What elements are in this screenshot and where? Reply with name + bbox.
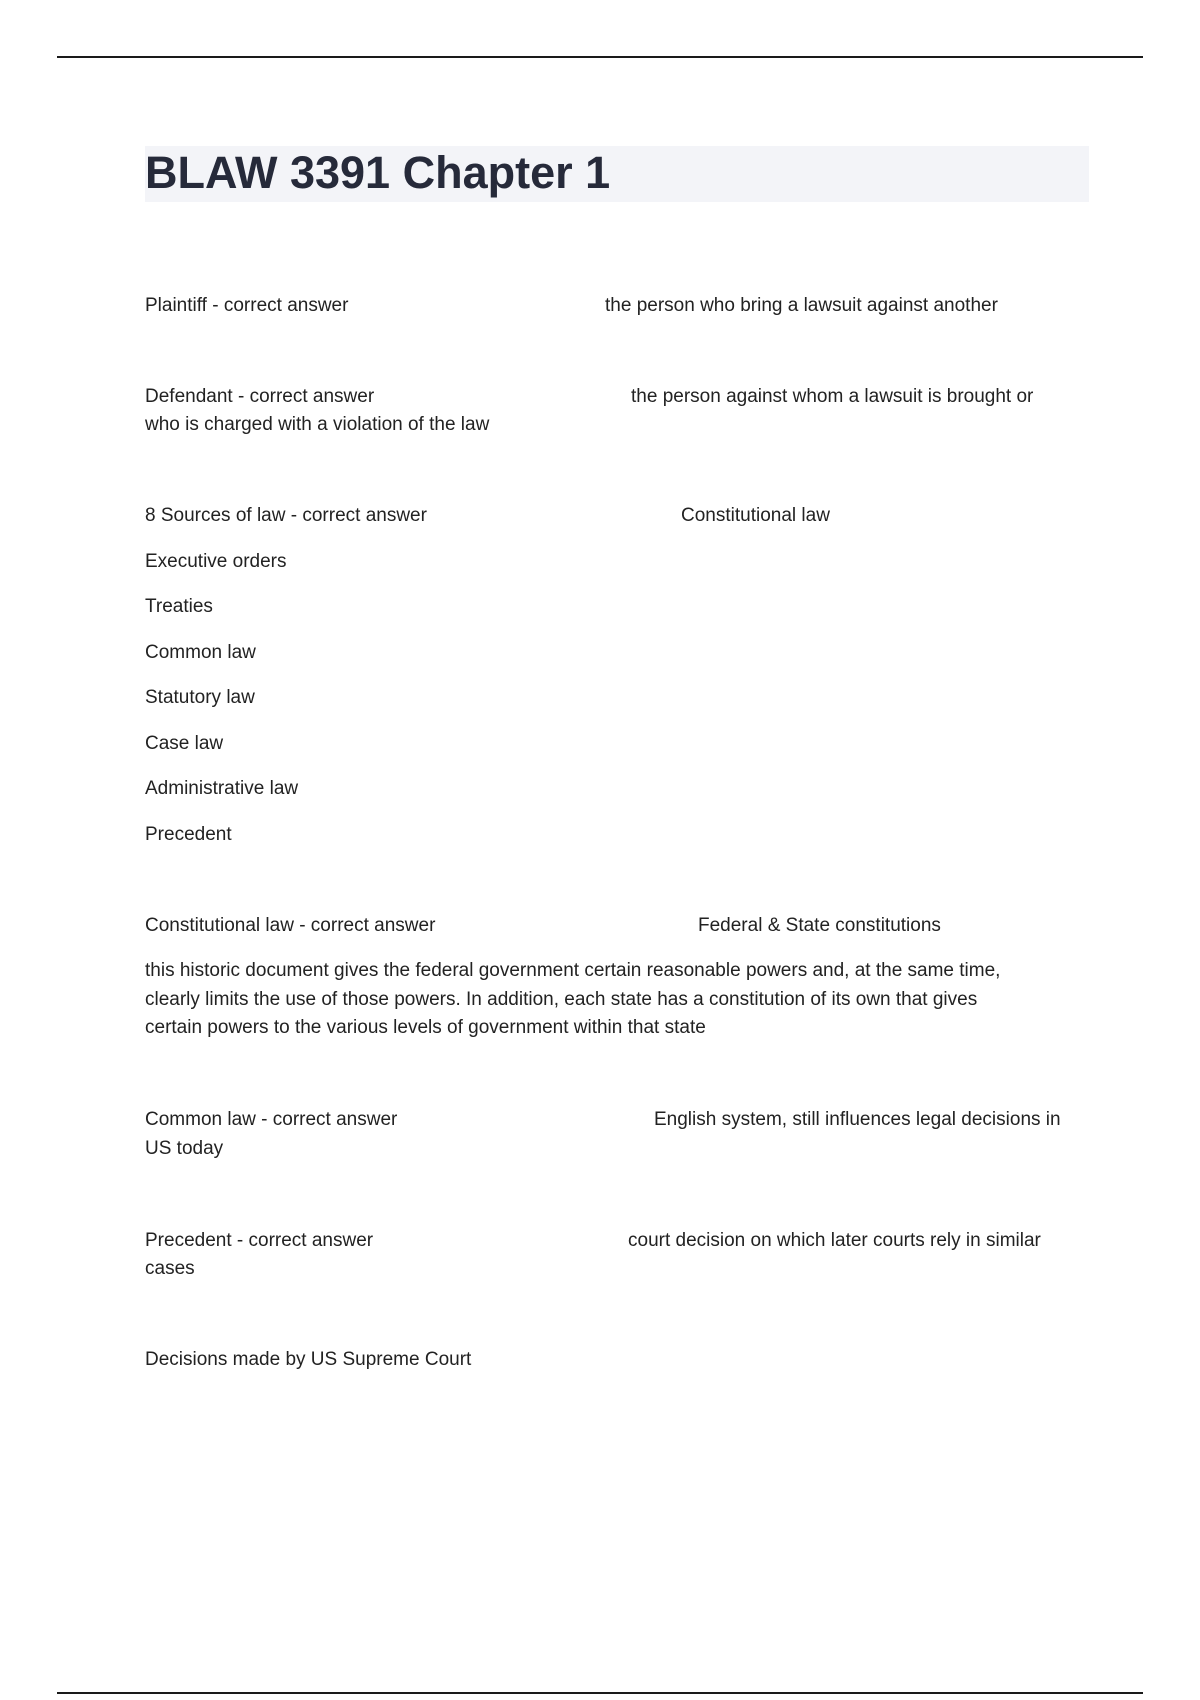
term-common-law: Common law - correct answer [145,1109,398,1130]
definition-common-law-line2: US today [145,1138,224,1159]
source-item: Executive orders [145,551,287,572]
source-item: Common law [145,642,256,663]
definition-constitutional-law: Federal & State constitutions [698,915,941,936]
term-plaintiff: Plaintiff - correct answer [145,295,349,316]
definition-precedent-line2: cases [145,1258,195,1279]
bottom-rule [57,1692,1143,1694]
source-item: Statutory law [145,687,255,708]
definition-defendant-line2: who is charged with a violation of the law [145,414,490,435]
constitutional-paragraph-line1: this historic document gives the federal government certain reasonable powers and, at the same time, [145,960,1001,981]
source-item: Case law [145,733,224,754]
definition-common-law-line1: English system, still influences legal decisions in [654,1109,1061,1130]
constitutional-paragraph-line3: certain powers to the various levels of government within that state [145,1017,706,1038]
source-item-constitutional-law: Constitutional law [681,505,830,526]
source-item: Administrative law [145,778,299,799]
top-rule [57,56,1143,58]
source-item: Treaties [145,596,213,617]
term-sources-of-law: 8 Sources of law - correct answer [145,505,427,526]
term-defendant: Defendant - correct answer [145,386,375,407]
definition-defendant-line1: the person against whom a lawsuit is brought or [631,386,1034,407]
term-precedent: Precedent - correct answer [145,1230,374,1251]
term-constitutional-law: Constitutional law - correct answer [145,915,436,936]
trailing-text: Decisions made by US Supreme Court [145,1349,472,1370]
source-item: Precedent [145,824,232,845]
definition-plaintiff: the person who bring a lawsuit against another [605,295,998,316]
definition-precedent-line1: court decision on which later courts rely in similar [628,1230,1041,1251]
constitutional-paragraph-line2: clearly limits the use of those powers. In addition, each state has a constitution of its own that gives [145,989,978,1010]
page-title: BLAW 3391 Chapter 1 [145,147,611,198]
